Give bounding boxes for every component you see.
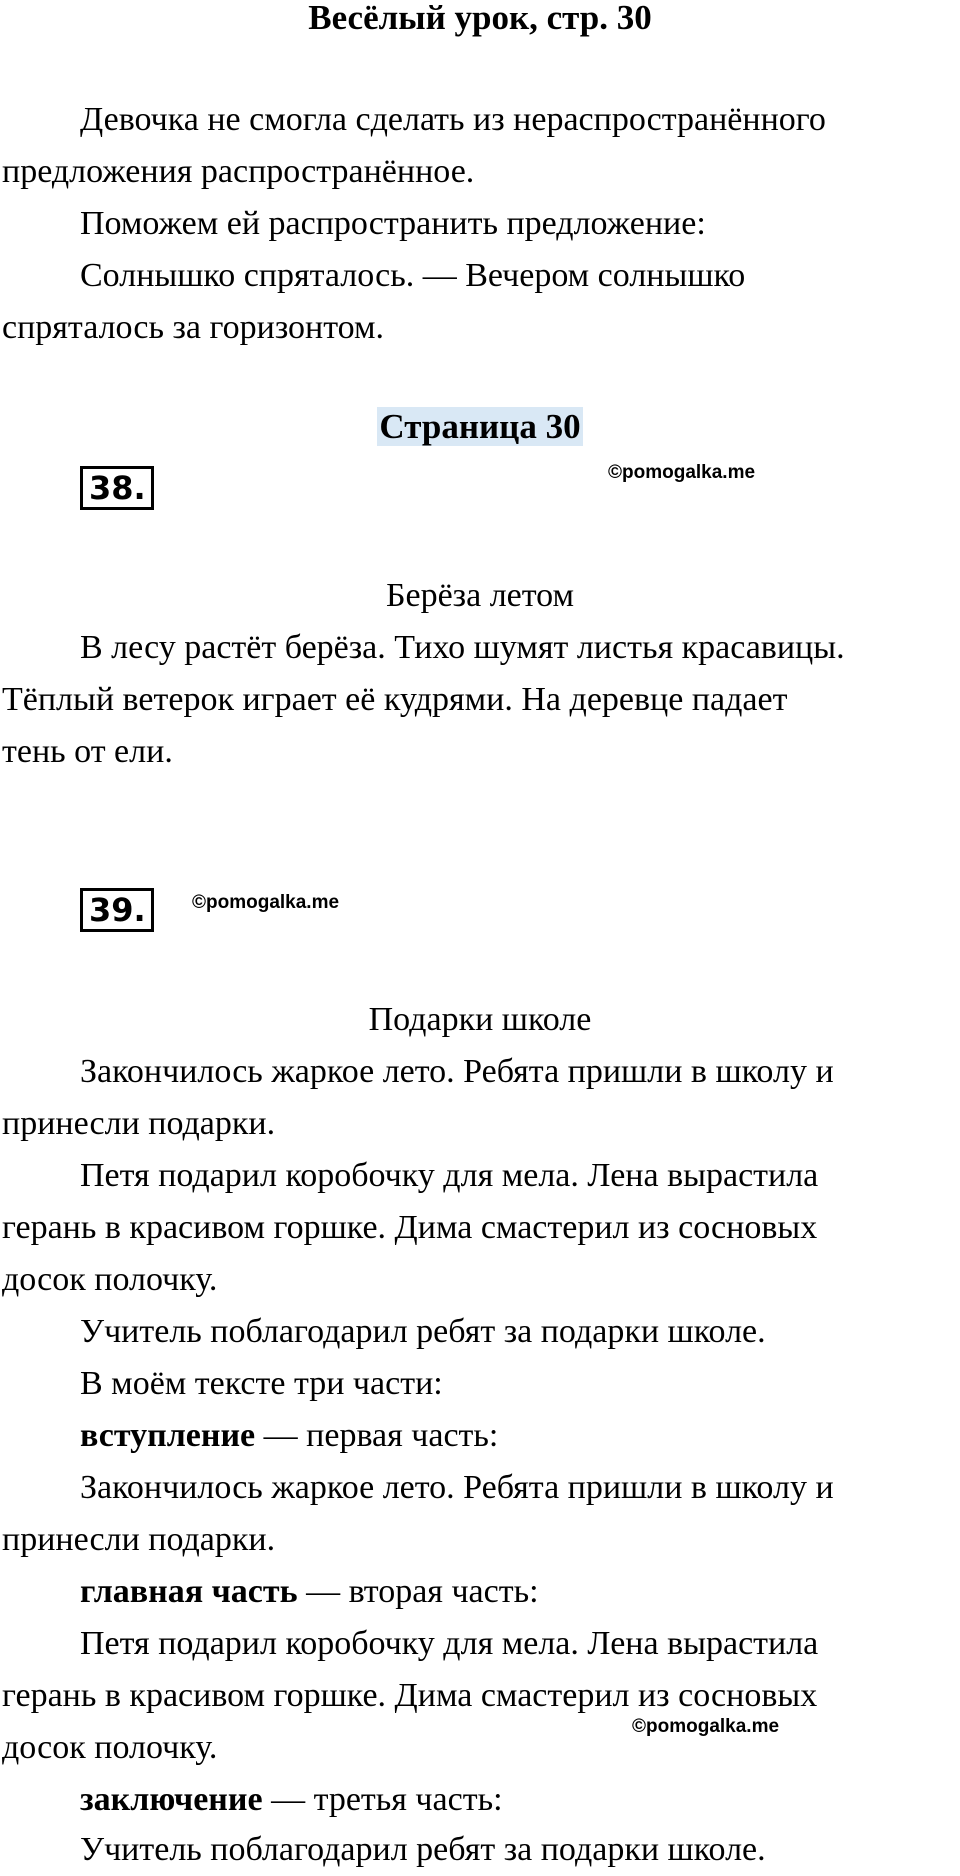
parts-intro: В моём тексте три части:	[80, 1365, 443, 1402]
intro-line: спряталось за горизонтом.	[2, 309, 385, 346]
story-line: принесли подарки.	[2, 1105, 276, 1142]
section-heading-wrap	[0, 405, 960, 456]
story-line: Учитель поблагодарил ребят за подарки школе.	[80, 1313, 766, 1350]
watermark: ©pomogalka.me	[608, 462, 756, 483]
part-term: главная часть	[80, 1573, 298, 1610]
part-label	[80, 1410, 498, 1462]
intro-line: предложения распространённое.	[2, 153, 475, 190]
part-rest: — третья часть:	[262, 1781, 503, 1818]
watermark: ©pomogalka.me	[192, 892, 340, 913]
story-title: Берёза летом	[385, 577, 575, 614]
page-title: Весёлый урок, стр. 30	[308, 0, 652, 37]
part-label	[80, 1774, 503, 1826]
story-title: Подарки школе	[368, 1001, 592, 1038]
story-line: досок полочку.	[2, 1261, 218, 1298]
part-line: досок полочку.	[2, 1729, 218, 1766]
part-line: герань в красивом горшке. Дима смастерил из сосновых	[2, 1677, 818, 1714]
intro-line: Девочка не смогла сделать из нераспространённого	[80, 101, 826, 138]
story-line: тень от ели.	[2, 733, 173, 770]
watermark: ©pomogalka.me	[632, 1716, 780, 1737]
part-line: Учитель поблагодарил ребят за подарки школе.	[80, 1831, 766, 1868]
story-line: Тёплый ветерок играет её кудрями. На деревце падает	[2, 681, 788, 718]
section-heading: Страница 30	[379, 407, 581, 446]
task-number-38: 38.	[80, 466, 154, 510]
part-label	[80, 1566, 539, 1618]
part-line: Закончилось жаркое лето. Ребята пришли в школу и	[80, 1469, 834, 1506]
part-term: вступление	[80, 1417, 256, 1454]
part-rest: — первая часть:	[255, 1417, 499, 1454]
intro-line: Поможем ей распространить предложение:	[80, 205, 706, 242]
story-line: герань в красивом горшке. Дима смастерил из сосновых	[2, 1209, 818, 1246]
part-line: принесли подарки.	[2, 1521, 276, 1558]
story-line: Петя подарил коробочку для мела. Лена вырастила	[80, 1157, 819, 1194]
part-rest: — вторая часть:	[297, 1573, 539, 1610]
intro-line: Солнышко спряталось. — Вечером солнышко	[80, 257, 746, 294]
task-number-39: 39.	[80, 888, 154, 932]
story-line: Закончилось жаркое лето. Ребята пришли в школу и	[80, 1053, 834, 1090]
story-line: В лесу растёт берёза. Тихо шумят листья красавицы.	[80, 629, 845, 666]
part-line: Петя подарил коробочку для мела. Лена вырастила	[80, 1625, 819, 1662]
part-term: заключение	[80, 1781, 263, 1818]
